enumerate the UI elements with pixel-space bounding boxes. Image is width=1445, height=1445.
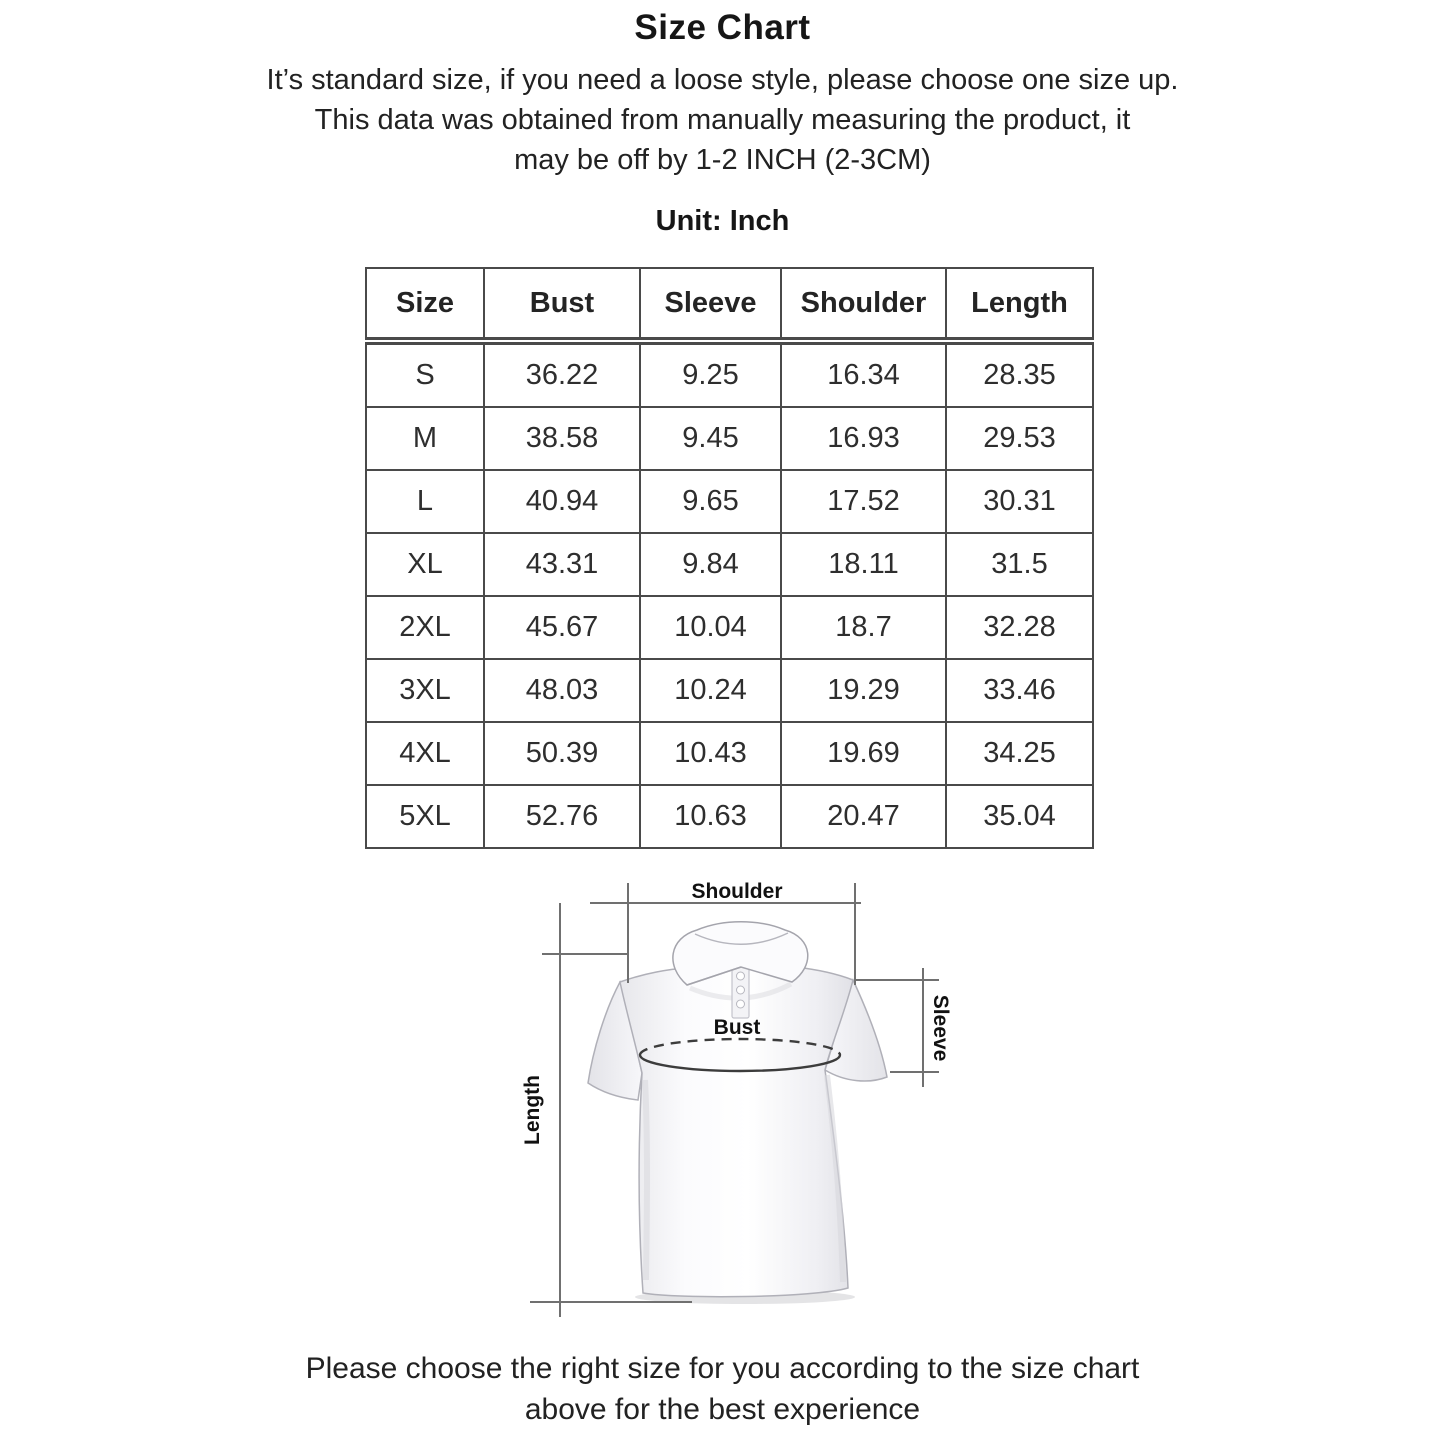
table-cell: 19.29 [781, 659, 946, 722]
left-side-shading [645, 1080, 647, 1280]
table-cell: 9.65 [640, 470, 781, 533]
table-cell: 48.03 [484, 659, 640, 722]
table-cell: 5XL [366, 785, 484, 848]
table-cell: 4XL [366, 722, 484, 785]
size-note-line-3: may be off by 1-2 INCH (2-3CM) [514, 144, 931, 176]
table-cell: 29.53 [946, 407, 1093, 470]
header-row [366, 268, 1093, 341]
table-cell: 18.7 [781, 596, 946, 659]
table-cell: 10.04 [640, 596, 781, 659]
footer-note-line-2: above for the best experience [524, 1393, 921, 1426]
column-header-sleeve: Sleeve [640, 268, 781, 341]
length-label: Length [521, 1075, 544, 1145]
table-cell: 34.25 [946, 722, 1093, 785]
table-cell: 52.76 [484, 785, 640, 848]
size-note [0, 60, 1445, 180]
shoulder-label: Shoulder [691, 880, 783, 903]
table-row [366, 341, 1093, 407]
unit-label: Unit: Inch [655, 205, 790, 237]
column-header-shoulder: Shoulder [781, 268, 946, 341]
table-cell: 36.22 [484, 341, 640, 407]
table-cell: 10.43 [640, 722, 781, 785]
table-row [366, 785, 1093, 848]
table-cell: 9.45 [640, 407, 781, 470]
table-cell: 17.52 [781, 470, 946, 533]
table-cell: 33.46 [946, 659, 1093, 722]
column-header-bust: Bust [484, 268, 640, 341]
table-cell: 16.93 [781, 407, 946, 470]
table-cell: 3XL [366, 659, 484, 722]
table-cell: 28.35 [946, 341, 1093, 407]
table-cell: 45.67 [484, 596, 640, 659]
table-cell: 40.94 [484, 470, 640, 533]
table-cell: 2XL [366, 596, 484, 659]
table-cell: L [366, 470, 484, 533]
table-cell: 10.63 [640, 785, 781, 848]
placket-button [737, 972, 745, 980]
table-cell: 9.25 [640, 341, 781, 407]
table-row [366, 470, 1093, 533]
table-cell: 38.58 [484, 407, 640, 470]
table-cell: 30.31 [946, 470, 1093, 533]
table-row [366, 407, 1093, 470]
table-cell: 19.69 [781, 722, 946, 785]
table-cell: S [366, 341, 484, 407]
bust-label: Bust [713, 1016, 761, 1039]
table-cell: 50.39 [484, 722, 640, 785]
table-cell: 10.24 [640, 659, 781, 722]
table-cell: 20.47 [781, 785, 946, 848]
size-table-body [366, 341, 1093, 848]
column-header-size: Size [366, 268, 484, 341]
sleeve-label: Sleeve [929, 994, 952, 1062]
size-note-line-2: This data was obtained from manually measuring the product, it [314, 104, 1131, 136]
table-cell: 35.04 [946, 785, 1093, 848]
size-table-header [366, 268, 1093, 341]
table-row [366, 533, 1093, 596]
column-header-length: Length [946, 268, 1093, 341]
placket-button [737, 986, 745, 994]
table-cell: 16.34 [781, 341, 946, 407]
table-cell: 43.31 [484, 533, 640, 596]
table-row [366, 659, 1093, 722]
footer-note [0, 1348, 1445, 1430]
table-cell: 31.5 [946, 533, 1093, 596]
table-cell: 32.28 [946, 596, 1093, 659]
placket-button [737, 1000, 745, 1008]
polo-shirt-measurement-diagram [505, 870, 975, 1340]
table-cell: 9.84 [640, 533, 781, 596]
table-cell: XL [366, 533, 484, 596]
size-table [365, 267, 1094, 849]
size-note-line-1: It’s standard size, if you need a loose style, please choose one size up. [266, 64, 1179, 96]
polo-shirt-graphic [588, 922, 887, 1297]
page-title: Size Chart [634, 8, 811, 47]
table-row [366, 596, 1093, 659]
table-cell: M [366, 407, 484, 470]
table-cell: 18.11 [781, 533, 946, 596]
footer-note-line-1: Please choose the right size for you according to the size chart [305, 1352, 1140, 1385]
table-row [366, 722, 1093, 785]
